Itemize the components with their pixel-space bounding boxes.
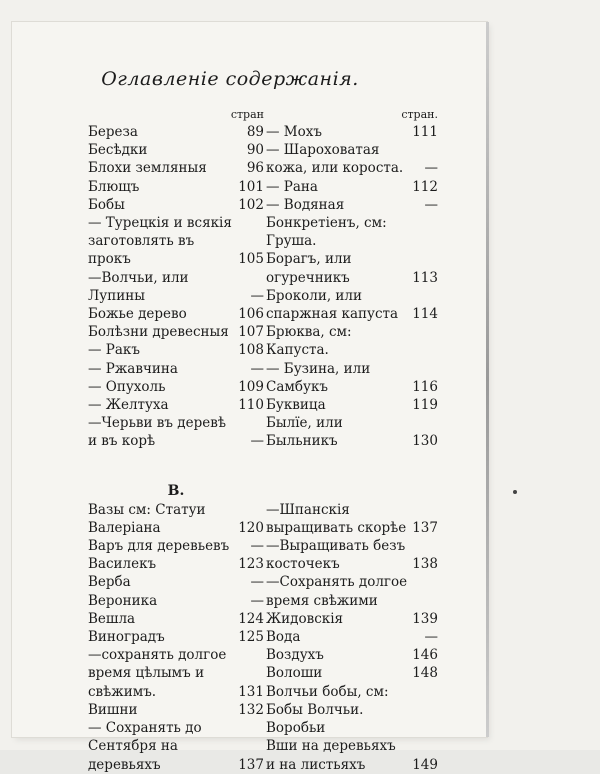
toc-entry-text: — Желтуха	[88, 397, 169, 414]
toc-entry-page: 120	[238, 519, 264, 536]
toc-entry-text: Вишни	[88, 701, 138, 718]
toc-entry-text: — Шароховатая кожа, или короста.	[266, 142, 404, 177]
toc-left-column	[88, 106, 264, 774]
toc-entry-page: 106	[238, 306, 264, 323]
toc-entry-page: 114	[412, 306, 438, 323]
toc-entry-text: Божье дерево	[88, 306, 187, 323]
toc-entry	[88, 378, 264, 396]
toc-entry-text: —Сохранять долгое время свѣжими	[266, 574, 408, 609]
toc-entry-page: —	[250, 574, 264, 591]
ink-speck	[513, 490, 517, 494]
toc-entry	[266, 610, 438, 628]
toc-entry-page: 146	[412, 647, 438, 664]
toc-entry	[266, 414, 438, 450]
toc-entry-text: — Водяная	[266, 196, 345, 213]
toc-entry-page: 101	[238, 178, 264, 195]
toc-entry	[88, 610, 264, 628]
toc-entry-text: Воздухъ	[266, 647, 324, 664]
toc-entry	[88, 123, 264, 141]
toc-entry-text: Вода	[266, 629, 301, 646]
toc-entry-text: Броколи, или спаржная капуста	[266, 287, 399, 323]
toc-entry-page: 137	[412, 519, 438, 536]
toc-entry-text: Виноградъ	[88, 629, 165, 646]
toc-entry-text: Вешла	[88, 610, 136, 627]
toc-entry-page: 137	[238, 756, 264, 773]
toc-entry-text: — Опухоль	[88, 378, 166, 395]
toc-entry	[266, 737, 438, 773]
toc-entry	[266, 537, 438, 573]
toc-entry-page: 109	[238, 378, 264, 395]
toc-entry	[266, 360, 438, 396]
toc-entry-page: 132	[238, 701, 264, 718]
toc-entries-b	[88, 123, 264, 451]
toc-entry	[266, 396, 438, 414]
toc-entry-page: 123	[238, 556, 264, 573]
toc-entry	[88, 214, 264, 269]
toc-entry	[88, 396, 264, 414]
toc-entry-text: Бобы	[88, 196, 125, 213]
toc-entry-page: —	[424, 196, 438, 213]
toc-entry	[266, 628, 438, 646]
toc-entry	[88, 196, 264, 214]
toc-entry-page: 111	[412, 124, 438, 140]
toc-entry	[88, 537, 264, 555]
toc-entry-page: 148	[412, 665, 438, 682]
toc-entry	[266, 250, 438, 286]
toc-entry-page: 139	[412, 610, 438, 627]
toc-entry-text: —Черьви въ деревѣ и въ корѣ	[88, 415, 226, 450]
toc-entry-page: 131	[238, 683, 264, 700]
toc-entry-text: — Рана	[266, 178, 318, 195]
toc-entry	[88, 628, 264, 646]
toc-entry-text: Блющъ	[88, 178, 140, 195]
toc-entry-page: —	[250, 287, 264, 304]
toc-entry-text: —Шпанскія выращивать скорѣе	[266, 501, 407, 536]
toc-entry-text: Вазы см: Статуи	[88, 501, 206, 518]
toc-entry-page: 107	[238, 324, 264, 341]
toc-entry-page: 124	[238, 610, 264, 627]
toc-entry-text: Варъ для деревьевъ	[88, 538, 230, 555]
toc-entry	[88, 719, 264, 774]
toc-entry-page: 149	[412, 756, 438, 773]
section-letter: В.	[167, 482, 185, 499]
toc-entry-text: Волчьи бобы, см: Бобы Волчьи.	[266, 683, 389, 718]
toc-entry-text: Брюква, см: Капуста.	[266, 324, 352, 359]
toc-entry-page: 112	[412, 178, 438, 195]
toc-entry	[88, 592, 264, 610]
toc-entry	[266, 196, 438, 214]
toc-entry-text: Вши на деревьяхъ и на листьяхъ	[266, 738, 396, 773]
toc-entry	[266, 573, 438, 609]
toc-entry	[266, 178, 438, 196]
toc-entry-page: 89	[246, 124, 264, 140]
toc-entry	[266, 646, 438, 664]
toc-entry-text: Борагъ, или огуречникъ	[266, 251, 352, 286]
toc-entry	[266, 287, 438, 323]
toc-entry-text: —Волчьи, или Лупины	[88, 269, 189, 304]
toc-entry-page: —	[250, 360, 264, 377]
toc-entry-text: Воробьи	[266, 720, 326, 737]
toc-entry-page: 130	[412, 433, 438, 450]
toc-entry-page: 90	[246, 142, 264, 159]
toc-entry-text: Верба	[88, 574, 131, 591]
toc-entry	[266, 323, 438, 359]
toc-entry	[88, 646, 264, 701]
toc-entry-text: Волоши	[266, 665, 323, 682]
toc-entry	[266, 501, 438, 537]
toc-entry-page: —	[424, 629, 438, 646]
toc-entry-text: Болѣзни древесныя	[88, 324, 229, 341]
toc-right-column	[266, 106, 438, 774]
toc-entry	[88, 519, 264, 537]
toc-entry	[88, 555, 264, 573]
toc-entry-page: 110	[238, 397, 264, 414]
toc-entry	[266, 141, 438, 177]
toc-entry-page: 116	[412, 378, 438, 395]
toc-entry-text: Буквица	[266, 397, 326, 414]
toc-entry-text: Вероника	[88, 592, 158, 609]
toc-entry-text: Бесѣдки	[88, 142, 148, 159]
toc-entry-page: —	[250, 433, 264, 450]
toc-entry-text: — Турецкія и всякія заготовлять въ прокъ	[88, 215, 232, 268]
toc-entry-text: Былїе, или Быльникъ	[266, 415, 343, 450]
toc-entry	[88, 501, 264, 519]
toc-entries-v	[88, 501, 264, 774]
page-edge	[486, 22, 489, 737]
page-title: Оглавленіе содержанія.	[101, 68, 359, 90]
toc-entry	[88, 414, 264, 450]
toc-entry-text: —Выращивать безъ косточекъ	[266, 538, 406, 573]
toc-entry	[88, 573, 264, 591]
toc-entry-text: —сохранять долгое время цѣлымъ и свѣжимъ.	[88, 647, 227, 700]
toc-entry	[88, 159, 264, 177]
toc-entry-text: — Бузина, или Самбукъ	[266, 360, 371, 395]
toc-entry-page: —	[250, 592, 264, 609]
toc-entry-page: 138	[412, 556, 438, 573]
toc-entry-page: 96	[246, 160, 264, 177]
toc-entry	[88, 178, 264, 196]
toc-entry-text: Бонкретіенъ, см: Груша.	[266, 215, 387, 250]
toc-entry	[266, 123, 438, 141]
toc-entry	[88, 360, 264, 378]
toc-entry-text: Береза	[88, 124, 138, 140]
toc-entries-b	[266, 123, 438, 451]
toc-entries-v	[266, 501, 438, 774]
toc-entry-text: — Мохъ	[266, 124, 322, 140]
toc-entry-page: 113	[412, 269, 438, 286]
toc-entry-page: 102	[238, 196, 264, 213]
toc-entry-page: 105	[238, 251, 264, 268]
toc-entry-page: —	[250, 538, 264, 555]
toc-entry	[266, 214, 438, 250]
toc-entry	[88, 323, 264, 341]
toc-entry-text: — Сохранять до Сентября на деревьяхъ	[88, 720, 202, 773]
toc-entry-text: — Ракъ	[88, 342, 140, 359]
page-column-header: стран.	[401, 108, 438, 121]
toc-entry-text: Василекъ	[88, 556, 157, 573]
toc-entry	[266, 683, 438, 719]
toc-entry	[266, 664, 438, 682]
toc-entry-text: — Ржавчина	[88, 360, 178, 377]
toc-entry	[88, 701, 264, 719]
toc-entry-page: 119	[412, 397, 438, 414]
toc-entry	[88, 305, 264, 323]
toc-entry-page: 125	[238, 629, 264, 646]
toc-entry	[88, 341, 264, 359]
toc-entry-text: Жидовскія	[266, 610, 344, 627]
toc-entry-page: —	[424, 160, 438, 177]
toc-entry	[266, 719, 438, 737]
toc-entry-text: Блохи земляныя	[88, 160, 207, 177]
toc-entry-page: 108	[238, 342, 264, 359]
toc-entry	[88, 269, 264, 305]
toc-entry	[88, 141, 264, 159]
toc-entry-text: Валеріана	[88, 519, 161, 536]
page-column-header: стран	[230, 108, 264, 121]
